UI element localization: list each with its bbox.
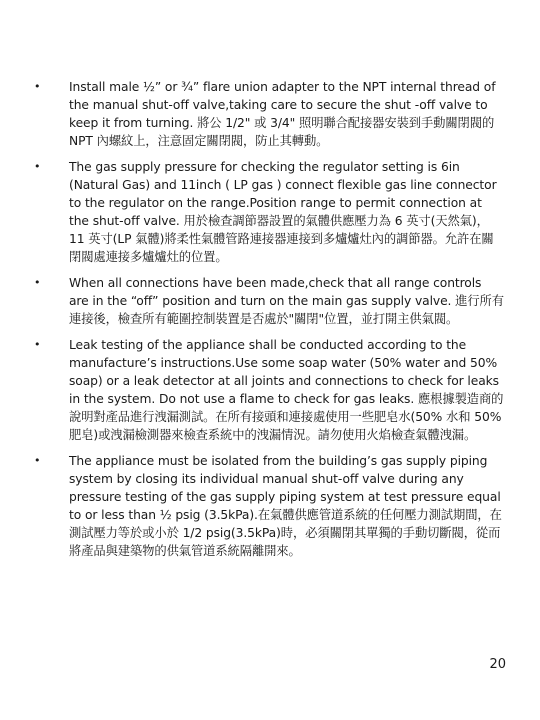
instruction-isolation	[34, 452, 504, 560]
instruction-flare-adapter	[34, 78, 504, 150]
bullet-icon: •	[34, 80, 41, 93]
instruction-list	[34, 78, 504, 568]
instruction-leak-testing	[34, 336, 504, 444]
instruction-text: The gas supply pressure for checking the regulator setting is 6in (Natural Gas) and 11inch ( LP gas ) connect flexible gas line connector to the regulator on the range.Position range to permit connection at the shut-off valve. 用於檢查調節器設置的氣體供應壓力為 6 英寸(天然氣)，11 英寸(LP 氣體)將柔性氣體管路連接器連接到多爐爐灶內的調節器。允許在關閉閥處連接多爐爐灶的位置。	[69, 160, 497, 264]
page-number: 20	[489, 657, 506, 672]
bullet-icon: •	[34, 276, 41, 289]
bullet-icon: •	[34, 160, 41, 173]
instruction-text: Leak testing of the appliance shall be conducted according to the manufacture’s instructions.Use some soap water (50% water and 50% soap) or a leak detector at all joints and connections to check for leaks in the system. Do not use a flame to check for gas leaks. 應根據製造商的說明對產品進行洩漏測試。在所有接頭和連接處使用一些肥皂水(50% 水和 50% 肥皂)或洩漏檢測器來檢查系統中的洩漏情況。請勿使用火焰檢查氣體洩漏。	[69, 338, 504, 442]
instruction-text: When all connections have been made,check that all range controls are in the “off” position and turn on the main gas supply valve. 進行所有連接後，檢查所有範圍控制裝置是否處於"關閉"位置，並打開主供氣閥。	[69, 276, 504, 326]
instruction-text: The appliance must be isolated from the building’s gas supply piping system by closing its individual manual shut-off valve during any pressure testing of the gas supply piping system at test pressure equal to or less than ½ psig (3.5kPa).在氣體供應管道系統的任何壓力測試期間，在測試壓力等於或小於 1/2 psig(3.5kPa)時，必須關閉其單獨的手動切斷閥，從而將產品與建築物的供氣管道系統隔離開來。	[69, 454, 502, 558]
instruction-text: Install male ½” or ¾” flare union adapter to the NPT internal thread of the manual shut-off valve,taking care to secure the shut -off valve to keep it from turning. 將公 1/2" 或 3/4" 照明聯合配接器安裝到手動關閉閥的 NPT 內螺紋上，注意固定關閉閥，防止其轉動。	[69, 80, 496, 148]
bullet-icon: •	[34, 338, 41, 351]
bullet-icon: •	[34, 454, 41, 467]
instruction-controls-off	[34, 274, 504, 328]
instruction-gas-pressure	[34, 158, 504, 266]
